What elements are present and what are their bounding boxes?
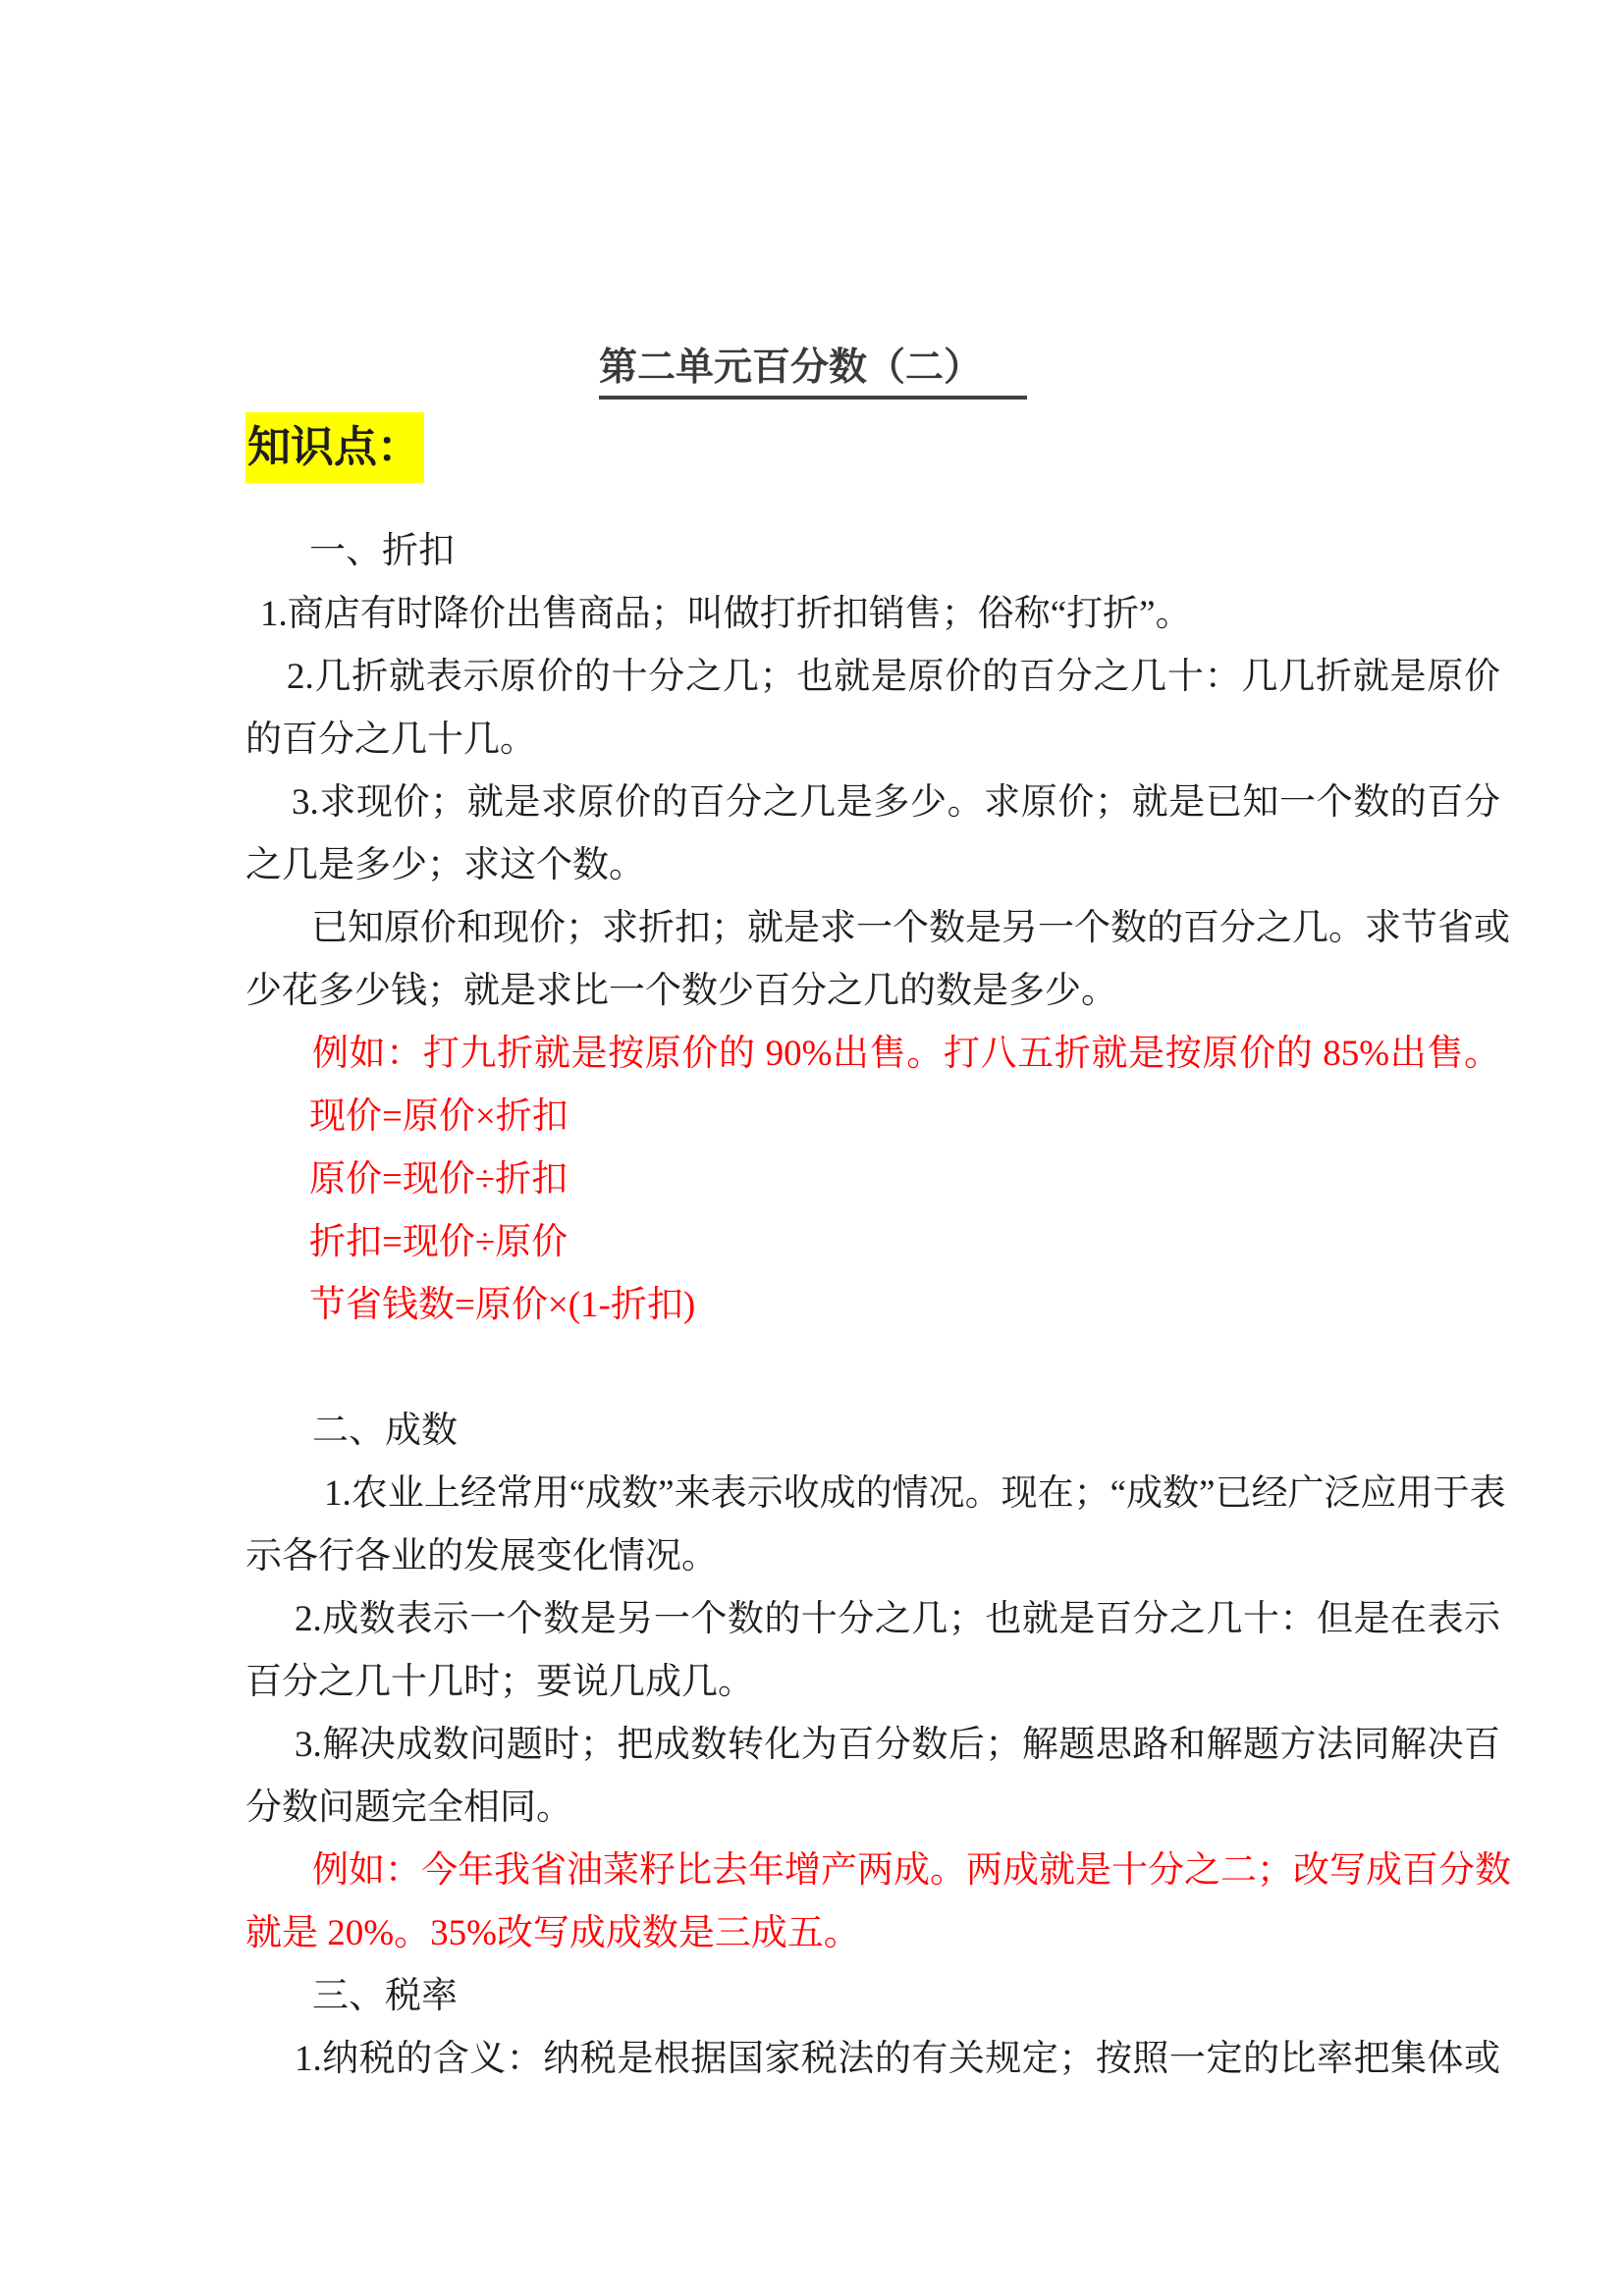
text-line: 1.纳税的含义：纳税是根据国家税法的有关规定；按照一定的比率把集体或	[295, 2039, 1500, 2079]
text-line: 少花多少钱；就是求比一个数少百分之几的数是多少。	[245, 971, 1117, 1011]
text-line: 1.商店有时降价出售商品；叫做打折扣销售；俗称“打折”。	[260, 594, 1192, 634]
text-line: 就是 20%。35%改写成成数是三成五。	[245, 1913, 860, 1953]
text-line: 现价=原价×折扣	[309, 1096, 568, 1137]
page-title: 第二单元百分数（二）	[599, 344, 1027, 400]
text-line: 1.农业上经常用“成数”来表示收成的情况。现在；“成数”已经广泛应用于表	[324, 1473, 1506, 1514]
text-line: 原价=现价÷折扣	[309, 1159, 568, 1200]
text-line: 例如：今年我省油菜籽比去年增产两成。两成就是十分之二；改写成百分数	[312, 1850, 1511, 1891]
text-line: 2.几折就表示原价的十分之几；也就是原价的百分之几十：几几折就是原价	[287, 657, 1500, 697]
text-line: 例如：打九折就是按原价的 90%出售。打八五折就是按原价的 85%出售。	[312, 1034, 1500, 1074]
text-line: 已知原价和现价；求折扣；就是求一个数是另一个数的百分之几。求节省或	[311, 908, 1510, 948]
text-line: 三、税率	[312, 1976, 458, 2016]
text-line: 百分之几十几时；要说几成几。	[245, 1662, 754, 1702]
text-line: 分数问题完全相同。	[245, 1788, 572, 1828]
text-line: 折扣=现价÷原价	[309, 1222, 568, 1262]
text-line: 二、成数	[312, 1411, 458, 1451]
text-line: 2.成数表示一个数是另一个数的十分之几；也就是百分之几十：但是在表示	[295, 1599, 1500, 1639]
text-line: 节省钱数=原价×(1-折扣)	[309, 1285, 696, 1325]
text-line: 的百分之几十几。	[245, 720, 536, 760]
text-line: 3.求现价；就是求原价的百分之几是多少。求原价；就是已知一个数的百分	[292, 782, 1500, 823]
text-line: 3.解决成数问题时；把成数转化为百分数后；解题思路和解题方法同解决百	[295, 1725, 1500, 1765]
text-line: 之几是多少；求这个数。	[245, 845, 645, 885]
text-line: 一、折扣	[309, 531, 455, 571]
text-line: 示各行各业的发展变化情况。	[245, 1536, 718, 1576]
knowledge-points-heading: 知识点：	[245, 412, 424, 483]
